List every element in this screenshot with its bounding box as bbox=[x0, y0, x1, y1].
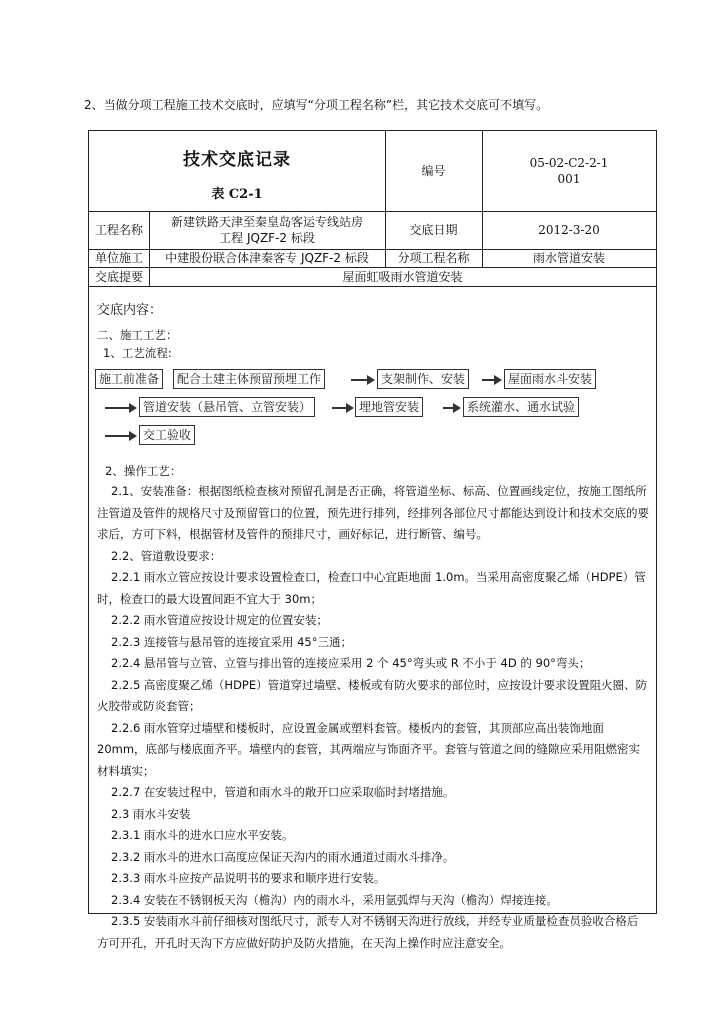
paragraph: 2.2、管道敷设要求： bbox=[111, 548, 222, 563]
number-label: 编号 bbox=[421, 164, 446, 178]
disclosure-record-form bbox=[88, 130, 657, 950]
paragraph: 2.3.3 雨水斗应按产品说明书的要求和顺序进行安装。 bbox=[111, 871, 386, 885]
flow-title: 1、工艺流程: bbox=[103, 346, 172, 360]
project-name-value bbox=[149, 211, 385, 249]
paragraph: 2.2.1 雨水立管应按设计要求设置检查口，检查口中心宜距地面 1.0m。当采用高密度聚乙烯（HDPE）管时，检查口的最大设置间距不宜大于 30m； bbox=[97, 570, 646, 606]
project-name-line1: 新建铁路天津至秦皇岛客运专线站房 bbox=[170, 215, 363, 229]
paragraph: 2.2.7 在安装过程中，管道和雨水斗的敞开口应采取临时封堵措施。 bbox=[111, 785, 455, 799]
section-heading: 二、施工工艺： bbox=[97, 328, 178, 342]
paragraph: 2.3 雨水斗安装 bbox=[111, 806, 191, 821]
paragraph: 2.1、安装准备：根据图纸检查核对预留孔洞是否正确，将管道坐标、标高、位置画线定位，按施工图纸所注管道及管件的规格尺寸及预留管口的位置，预先进行排列，经排列各部位尺寸都能达到设计和技术交底的要求后，方可下料，根据管材及管件的预排尺寸，画好标记，进行断管、编号。 bbox=[97, 484, 649, 541]
paragraph: 2.2.3 连接管与悬吊管的连接宜采用 45°三通； bbox=[111, 634, 352, 649]
unit-value: 中建股份联合体津秦客专 JQZF-2 标段 bbox=[165, 251, 369, 265]
form-number: 表 C2-1 bbox=[211, 187, 263, 202]
instruction-note: 2、当做分项工程施工技术交底时，应填写“分项工程名称”栏，其它技术交底可不填写。 bbox=[84, 98, 549, 112]
subproject-label: 分项工程名称 bbox=[397, 251, 470, 265]
content-heading: 交底内容： bbox=[97, 303, 163, 318]
flow-step: 支架制作、安装 bbox=[377, 369, 469, 389]
paragraph: 2.3.5 安装雨水斗前仔细核对图纸尺寸，派专人对不锈钢天沟进行放线，并经专业质量检查员验收合格后方可开孔，开孔时天沟下方应做好防护及防火措施，在天沟上操作时应注意安全。 bbox=[97, 914, 639, 950]
paragraph: 2.3.2 雨水斗的进水口高度应保证天沟内的雨水通道过雨水斗排净。 bbox=[111, 849, 455, 864]
ops-title: 2、操作工艺： bbox=[105, 464, 182, 478]
paragraph: 2.2.5 高密度聚乙烯（HDPE）管道穿过墙壁、楼板或有防火要求的部位时，应按设计要求设置阻火圈、防火胶带或防炎套管； bbox=[97, 677, 648, 713]
project-name-line2: 工程 JQZF-2 标段 bbox=[219, 231, 315, 245]
subproject-value: 雨水管道安装 bbox=[532, 251, 605, 265]
unit-label: 单位施工 bbox=[94, 251, 143, 265]
date-value: 2012-3-20 bbox=[538, 223, 600, 237]
flow-step: 埋地管安装 bbox=[355, 397, 423, 417]
summary-label: 交底提要 bbox=[94, 269, 143, 284]
summary-value: 屋面虹吸雨水管道安装 bbox=[342, 269, 463, 284]
flow-step: 屋面雨水斗安装 bbox=[504, 369, 596, 389]
flow-step: 配合土建主体预留预埋工作 bbox=[173, 369, 325, 389]
procedure-paragraph bbox=[97, 481, 649, 954]
paragraph: 2.2.6 雨水管穿过墙壁和楼板时，应设置金属或塑料套管。楼板内的套管，其顶部应高出装饰地面 20mm，底部与楼底面齐平。墙壁内的套管，其两端应与饰面齐平。套管与管道之间的缝隙应采用阻燃密实材料填实； bbox=[97, 720, 641, 778]
flow-step: 系统灌水、通水试验 bbox=[463, 397, 579, 417]
number-value-line1: 05-02-C2-2-1 bbox=[529, 156, 609, 170]
flow-step: 管道安装（悬吊管、立管安装） bbox=[139, 397, 315, 417]
paragraph: 2.3.1 雨水斗的进水口应水平安装。 bbox=[111, 828, 294, 842]
process-flowchart bbox=[89, 369, 656, 449]
form-title: 技术交底记录 bbox=[183, 150, 291, 170]
flow-step: 交工验收 bbox=[139, 425, 195, 445]
flow-step: 施工前准备 bbox=[95, 369, 163, 389]
date-label: 交底日期 bbox=[409, 223, 458, 237]
project-name-label: 工程名称 bbox=[94, 223, 143, 237]
paragraph: 2.3.4 安装在不锈钢板天沟（檐沟）内的雨水斗，采用氩弧焊与天沟（檐沟）焊接连接。 bbox=[111, 892, 558, 907]
number-value bbox=[482, 131, 656, 211]
number-value-line2: 001 bbox=[557, 172, 581, 186]
paragraph: 2.2.2 雨水管道应按设计规定的位置安装； bbox=[111, 613, 328, 627]
paragraph: 2.2.4 悬吊管与立管、立管与排出管的连接应采用 2 个 45°弯头或 R 不小于 4D 的 90°弯头； bbox=[111, 656, 591, 670]
